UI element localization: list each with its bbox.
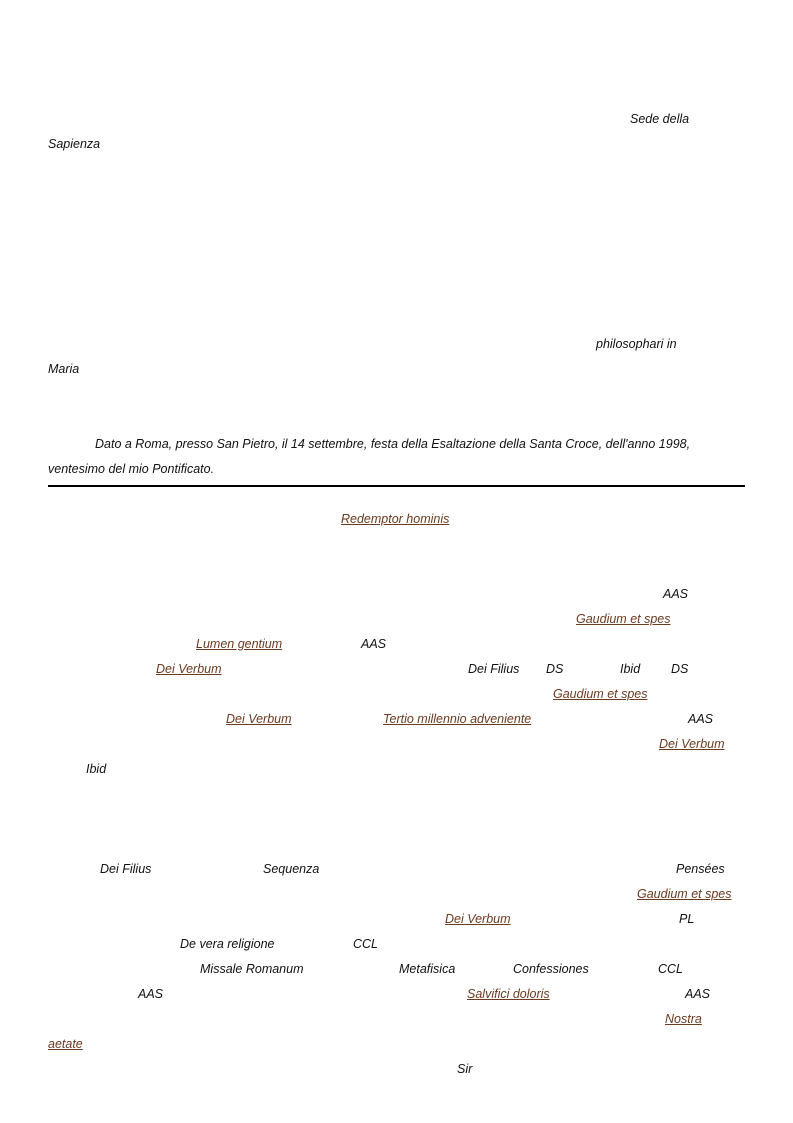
link-gaudium-et-spes[interactable]: Gaudium et spes — [637, 887, 732, 901]
link-redemptor-hominis[interactable]: Redemptor hominis — [341, 512, 450, 526]
ref-ccl: CCL — [658, 962, 684, 976]
text-philosophari-in: philosophari in — [596, 337, 677, 351]
link-nostra-aetate-cont[interactable]: aetate — [48, 1037, 83, 1051]
text-sede-della: Sede della — [630, 112, 690, 126]
ref-confessiones: Confessiones — [513, 962, 589, 976]
ref-pl: PL — [679, 912, 695, 926]
closing-pontificate-line: ventesimo del mio Pontificato. — [48, 462, 215, 476]
ref-metafisica: Metafisica — [399, 962, 456, 976]
closing-date-line: Dato a Roma, presso San Pietro, il 14 settembre, festa della Esaltazione della Santa Croce, dell'anno 1998, — [95, 437, 691, 451]
link-lumen-gentium[interactable]: Lumen gentium — [196, 637, 283, 651]
footnote-separator — [48, 485, 745, 487]
ref-ibid: Ibid — [86, 762, 107, 776]
ref-ccl: CCL — [353, 937, 379, 951]
ref-pensees: Pensées — [676, 862, 725, 876]
ref-sequenza: Sequenza — [263, 862, 320, 876]
text-sapienza: Sapienza — [48, 137, 101, 151]
ref-aas: AAS — [685, 987, 711, 1001]
ref-aas: AAS — [663, 587, 689, 601]
link-salvifici-doloris[interactable]: Salvifici doloris — [467, 987, 550, 1001]
ref-ds: DS — [671, 662, 689, 676]
link-nostra-aetate[interactable]: Nostra — [665, 1012, 702, 1026]
ref-missale-romanum: Missale Romanum — [200, 962, 304, 976]
link-tertio-millennio-adveniente[interactable]: Tertio millennio adveniente — [383, 712, 532, 726]
link-dei-verbum[interactable]: Dei Verbum — [156, 662, 222, 676]
ref-dei-filius: Dei Filius — [468, 662, 520, 676]
link-dei-verbum[interactable]: Dei Verbum — [445, 912, 511, 926]
link-gaudium-et-spes[interactable]: Gaudium et spes — [553, 687, 648, 701]
ref-ibid: Ibid — [620, 662, 641, 676]
ref-aas: AAS — [361, 637, 387, 651]
ref-sir: Sir — [457, 1062, 473, 1076]
ref-aas: AAS — [688, 712, 714, 726]
link-dei-verbum[interactable]: Dei Verbum — [659, 737, 725, 751]
ref-de-vera-religione: De vera religione — [180, 937, 275, 951]
ref-aas: AAS — [138, 987, 164, 1001]
link-gaudium-et-spes[interactable]: Gaudium et spes — [576, 612, 671, 626]
ref-ds: DS — [546, 662, 564, 676]
ref-dei-filius: Dei Filius — [100, 862, 152, 876]
text-maria: Maria — [48, 362, 80, 376]
link-dei-verbum[interactable]: Dei Verbum — [226, 712, 292, 726]
